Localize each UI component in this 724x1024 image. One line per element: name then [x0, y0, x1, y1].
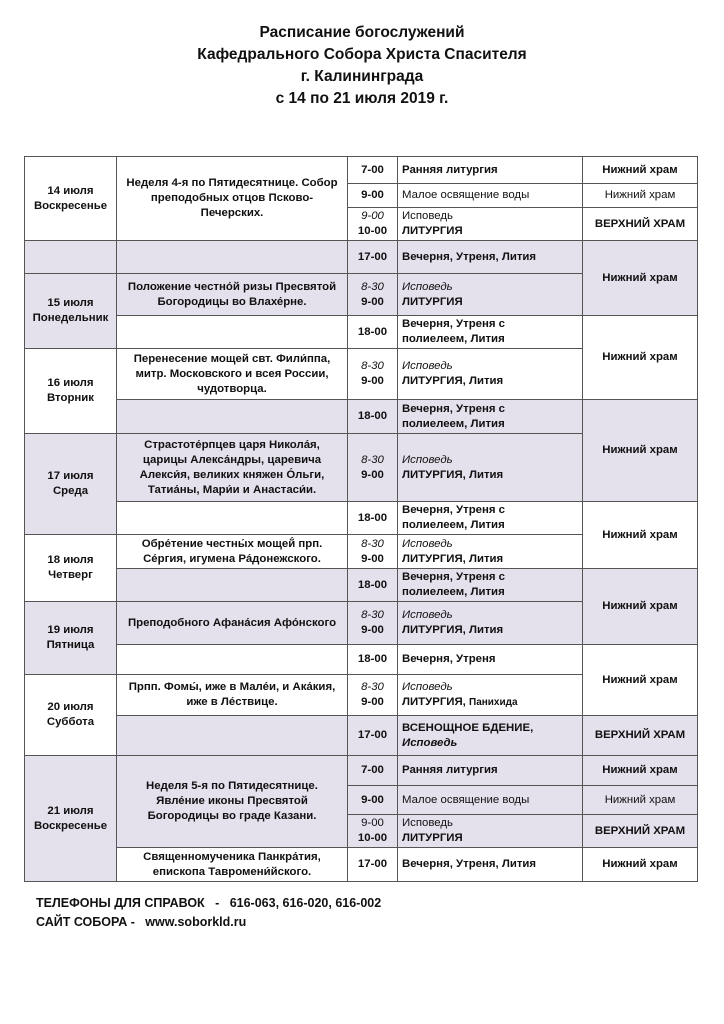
church-cell: Нижний храм — [583, 645, 698, 716]
title-line-4: с 14 по 21 июля 2019 г. — [275, 90, 449, 107]
feast-cell: Страстоте́рпцев царя Никола́я, царицы Алекса́ндры, царевича Алекси́я, великих княжен О́льги, Татиа́ны, Мари́и и Анастаси́и. — [117, 434, 348, 502]
feast-cell: Обре́тение честны́х мощей́ прп. Се́ргия, игумена Ра́донежского. — [117, 535, 348, 569]
service-cell: Ранняя литургия — [398, 756, 583, 786]
time-cell: 17-00 — [348, 241, 398, 274]
service-cell: Исповедь ЛИТУРГИЯ, Лития — [398, 535, 583, 569]
church-cell: Нижний храм — [583, 569, 698, 645]
time-cell: 17-00 — [348, 716, 398, 756]
feast-cell: Положение честно́й ризы Пресвятой Богородицы во Влахе́рне. — [117, 274, 348, 316]
title-line-3: г. Калининграда — [300, 68, 424, 85]
time-cell: 8-30 9-00 — [348, 274, 398, 316]
time-cell: 9-00 10-00 — [348, 208, 398, 241]
time-cell: 8-30 9-00 — [348, 675, 398, 716]
day-cell: 20 июля Суббота — [25, 675, 117, 756]
table-row — [25, 316, 698, 349]
service-cell: Вечерня, Утреня, Лития — [398, 848, 583, 882]
table-row — [25, 400, 698, 434]
time-cell: 9-00 10-00 — [348, 815, 398, 848]
church-cell: Нижний храм — [583, 241, 698, 316]
day-cell: 16 июля Вторник — [25, 349, 117, 434]
service-cell: Исповедь ЛИТУРГИЯ, Панихида — [398, 675, 583, 716]
church-cell: Нижний храм — [583, 786, 698, 815]
church-cell: Нижний храм — [583, 502, 698, 569]
day-cell: 15 июля Понедельник — [25, 274, 117, 349]
table-row — [25, 241, 698, 274]
service-cell: Вечерня, Утреня с полиелеем, Лития — [398, 502, 583, 535]
service-cell: Исповедь ЛИТУРГИЯ, Лития — [398, 434, 583, 502]
time-cell: 18-00 — [348, 400, 398, 434]
feast-cell: Преподобного Афана́сия Афо́нского — [117, 602, 348, 645]
time-cell: 8-30 9-00 — [348, 434, 398, 502]
table-row — [25, 716, 698, 756]
service-cell: Вечерня, Утреня — [398, 645, 583, 675]
time-cell: 7-00 — [348, 756, 398, 786]
church-cell: Нижний храм — [583, 848, 698, 882]
feast-cell: Священномученика Панкра́тия, епископа Тавромени́йского. — [117, 848, 348, 882]
feast-cell: Перенесение мощей свт. Фили́ппа, митр. Московского и всея России, чудотворца. — [117, 349, 348, 400]
church-cell: Нижний храм — [583, 756, 698, 786]
church-cell: ВЕРХНИЙ ХРАМ — [583, 208, 698, 241]
service-cell: Вечерня, Утреня с полиелеем, Лития — [398, 400, 583, 434]
service-cell: Ранняя литургия — [398, 157, 583, 184]
time-cell: 9-00 — [348, 786, 398, 815]
time-cell: 18-00 — [348, 569, 398, 602]
table-row — [25, 157, 698, 184]
time-cell: 18-00 — [348, 645, 398, 675]
church-cell: Нижний храм — [583, 184, 698, 208]
feast-cell: Прпп. Фомы́, иже в Мале́и, и Ака́кия, иже в Ле́ствице. — [117, 675, 348, 716]
church-cell: Нижний храм — [583, 157, 698, 184]
time-cell: 18-00 — [348, 502, 398, 535]
day-cell: 14 июля Воскресенье — [25, 157, 117, 241]
time-cell: 8-30 9-00 — [348, 349, 398, 400]
time-cell: 8-30 9-00 — [348, 535, 398, 569]
time-cell: 9-00 — [348, 184, 398, 208]
service-cell: Исповедь ЛИТУРГИЯ — [398, 274, 583, 316]
time-cell: 8-30 9-00 — [348, 602, 398, 645]
title-line-1: Расписание богослужений — [259, 24, 465, 41]
service-cell: Исповедь ЛИТУРГИЯ — [398, 208, 583, 241]
service-cell: Исповедь ЛИТУРГИЯ, Лития — [398, 349, 583, 400]
phones-text: ТЕЛЕФОНЫ ДЛЯ СПРАВОК - 616-063, 616-020, 616-002 — [36, 896, 382, 910]
feast-cell: Неделя 5-я по Пятидесятнице. Явле́ние иконы Пресвятой Богородицы во граде Казани. — [117, 756, 348, 848]
service-cell: Вечерня, Утреня с полиелеем, Лития — [398, 569, 583, 602]
service-cell: Малое освящение воды — [398, 184, 583, 208]
service-cell: Исповедь ЛИТУРГИЯ, Лития — [398, 602, 583, 645]
time-cell: 7-00 — [348, 157, 398, 184]
service-cell: Вечерня, Утреня с полиелеем, Лития — [398, 316, 583, 349]
service-cell: Малое освящение воды — [398, 786, 583, 815]
time-cell: 17-00 — [348, 848, 398, 882]
day-cell: 19 июля Пятница — [25, 602, 117, 675]
day-cell: 18 июля Четверг — [25, 535, 117, 602]
website-text: САЙТ СОБОРА - www.soborkld.ru — [36, 915, 247, 929]
table-row — [25, 756, 698, 786]
church-cell: Нижний храм — [583, 400, 698, 502]
footer — [36, 894, 381, 932]
service-cell: Вечерня, Утреня, Лития — [398, 241, 583, 274]
time-cell: 18-00 — [348, 316, 398, 349]
day-cell: 17 июля Среда — [25, 434, 117, 535]
church-cell: ВЕРХНИЙ ХРАМ — [583, 815, 698, 848]
schedule-title — [0, 22, 724, 110]
church-cell: Нижний храм — [583, 316, 698, 400]
table-row — [25, 502, 698, 535]
service-cell: ВСЕНОЩНОЕ БДЕНИЕ, Исповедь — [398, 716, 583, 756]
service-cell: Исповедь ЛИТУРГИЯ — [398, 815, 583, 848]
church-cell: ВЕРХНИЙ ХРАМ — [583, 716, 698, 756]
table-row — [25, 848, 698, 882]
title-line-2: Кафедрального Собора Христа Спасителя — [197, 46, 527, 63]
table-row — [25, 645, 698, 675]
table-row — [25, 569, 698, 602]
feast-cell: Неделя 4-я по Пятидесятнице. Собор преподобных отцов Псково-Печерских. — [117, 157, 348, 241]
day-cell: 21 июля Воскресенье — [25, 756, 117, 882]
schedule-table — [24, 156, 698, 882]
